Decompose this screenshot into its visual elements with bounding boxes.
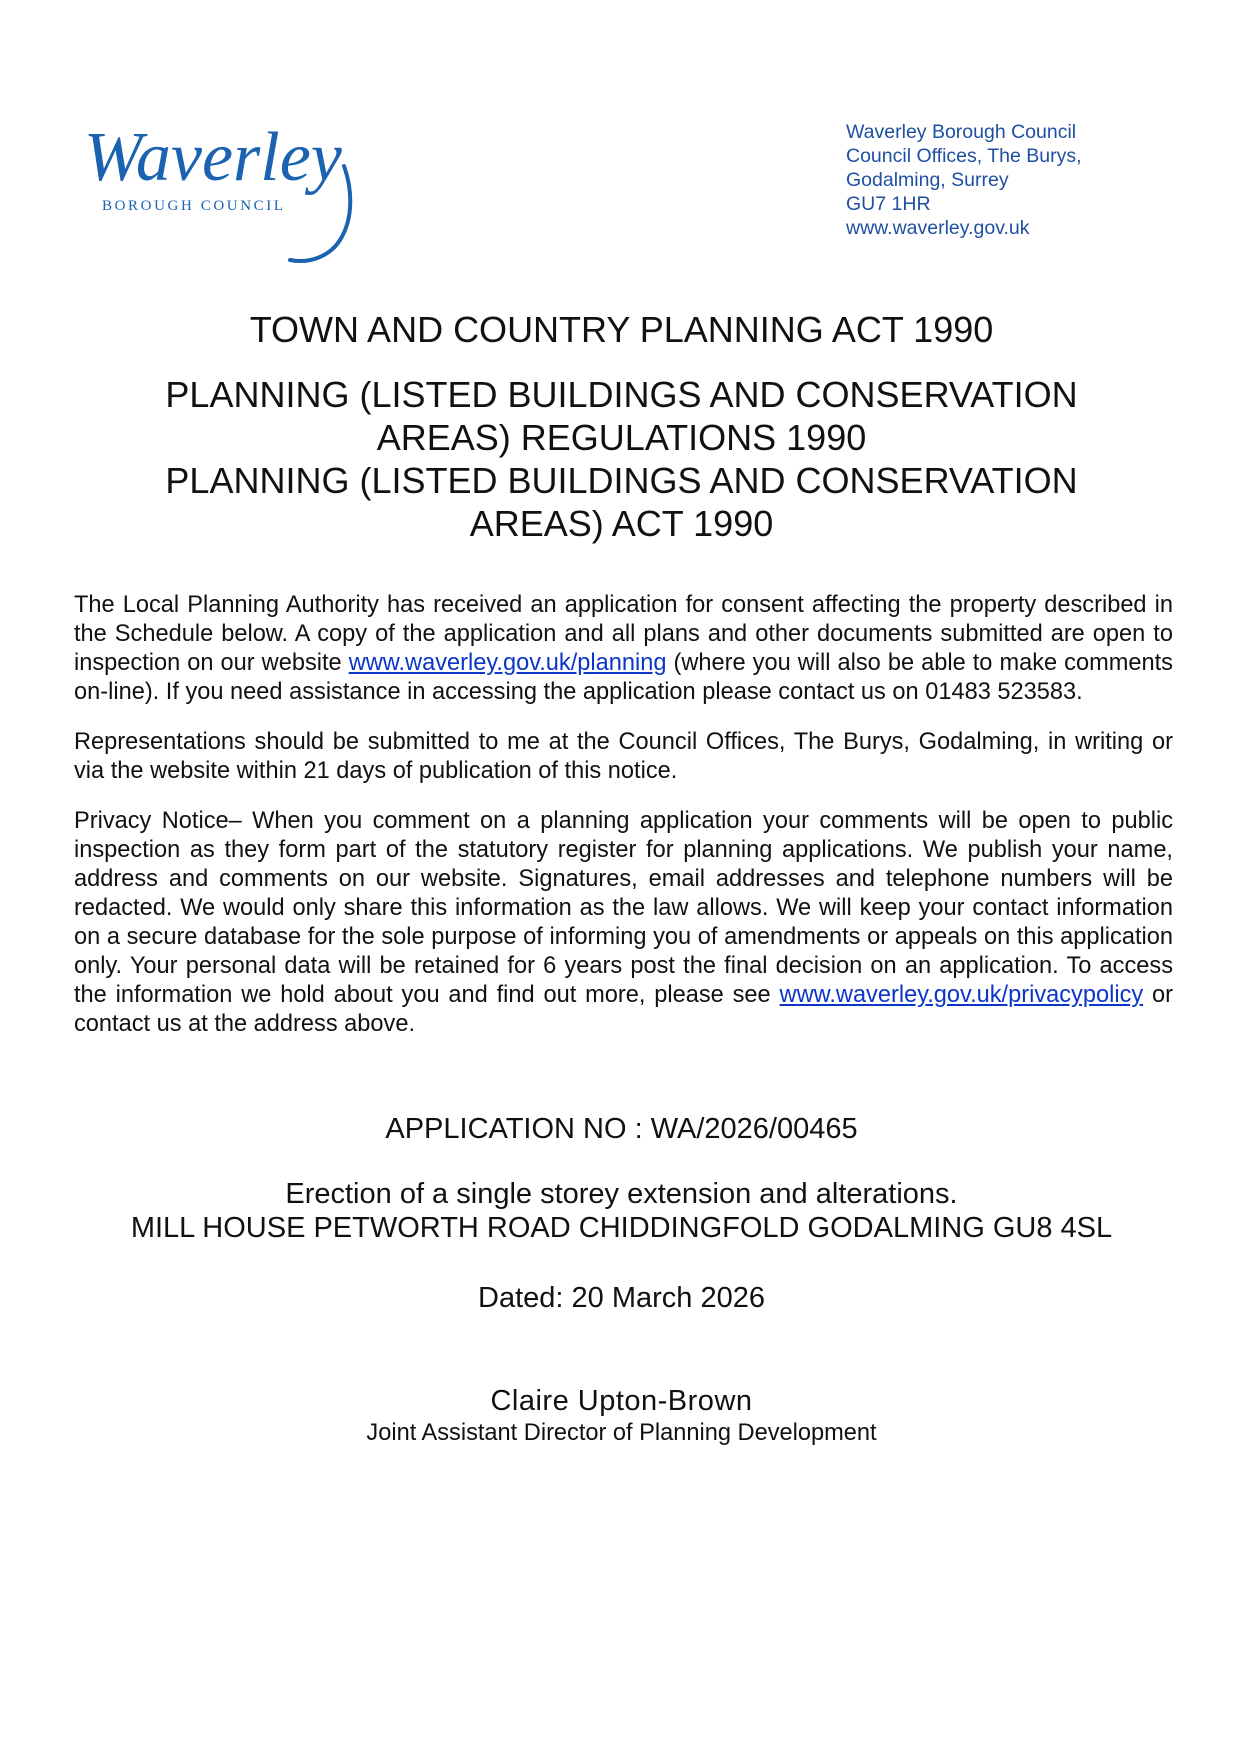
privacy-paragraph: Privacy Notice– When you comment on a planning application your comments will be open to public inspection as they form part of the statutory register for planning applications. We publish your name, address and comments on our website. Signatures, email addresses and telephone numbers will be redacted. We would only share this information as the law allows. We will keep your contact information on a secure database for the sole purpose of informing you of amendments or appeals on this application only. Your personal data will be retained for 6 years post the final decision on an application. To access the information we hold about you and find out more, please see www.waverley.gov.uk/privacypolicy or contact us at the address above.: [74, 808, 1173, 1037]
address-line: Waverley Borough Council: [846, 121, 1077, 143]
regulation-title-line: AREAS) REGULATIONS 1990: [376, 417, 867, 458]
regulation-title-line: AREAS) ACT 1990: [469, 503, 774, 544]
signatory-name: Claire Upton-Brown: [490, 1385, 753, 1417]
address-line: www.waverley.gov.uk: [846, 217, 1030, 239]
logo-subtitle: BOROUGH COUNCIL: [102, 198, 286, 214]
address-line: Godalming, Surrey: [846, 169, 1009, 191]
address-line: Council Offices, The Burys,: [846, 145, 1082, 167]
logo-wordmark: Waverley: [84, 119, 342, 196]
notice-date: Dated: 20 March 2026: [478, 1282, 765, 1314]
signatory-role: Joint Assistant Director of Planning Development: [366, 1420, 877, 1446]
privacy-policy-link[interactable]: www.waverley.gov.uk/privacypolicy: [779, 982, 1144, 1008]
application-proposal: [74, 1177, 1169, 1245]
regulation-title-line: PLANNING (LISTED BUILDINGS AND CONSERVATION: [165, 460, 1078, 501]
representations-paragraph: Representations should be submitted to me at the Council Offices, The Burys, Godalming, in writing or via the website within 21 days of publication of this notice.: [74, 729, 1173, 784]
planning-link[interactable]: www.waverley.gov.uk/planning: [348, 650, 667, 676]
notice-titles: [74, 308, 1169, 545]
application-number: APPLICATION NO : WA/2026/00465: [385, 1113, 858, 1145]
act-title: TOWN AND COUNTRY PLANNING ACT 1990: [249, 309, 994, 350]
notice-body: [74, 591, 1173, 1060]
site-address: MILL HOUSE PETWORTH ROAD CHIDDINGFOLD GODALMING GU8 4SL: [130, 1212, 1113, 1244]
council-address: [846, 120, 1082, 240]
application-paragraph: The Local Planning Authority has received an application for consent affecting the property described in the Schedule below. A copy of the application and all plans and other documents submitted are open to inspection on our website www.waverley.gov.uk/planning (where you will also be able to make comments on-line). If you need assistance in accessing the application please contact us on 01483 523583.: [74, 592, 1173, 705]
regulation-title-line: PLANNING (LISTED BUILDINGS AND CONSERVATION: [165, 374, 1078, 415]
waverley-logo: [82, 118, 372, 268]
address-line: GU7 1HR: [846, 193, 931, 215]
proposal-description: Erection of a single storey extension and alterations.: [285, 1178, 958, 1210]
